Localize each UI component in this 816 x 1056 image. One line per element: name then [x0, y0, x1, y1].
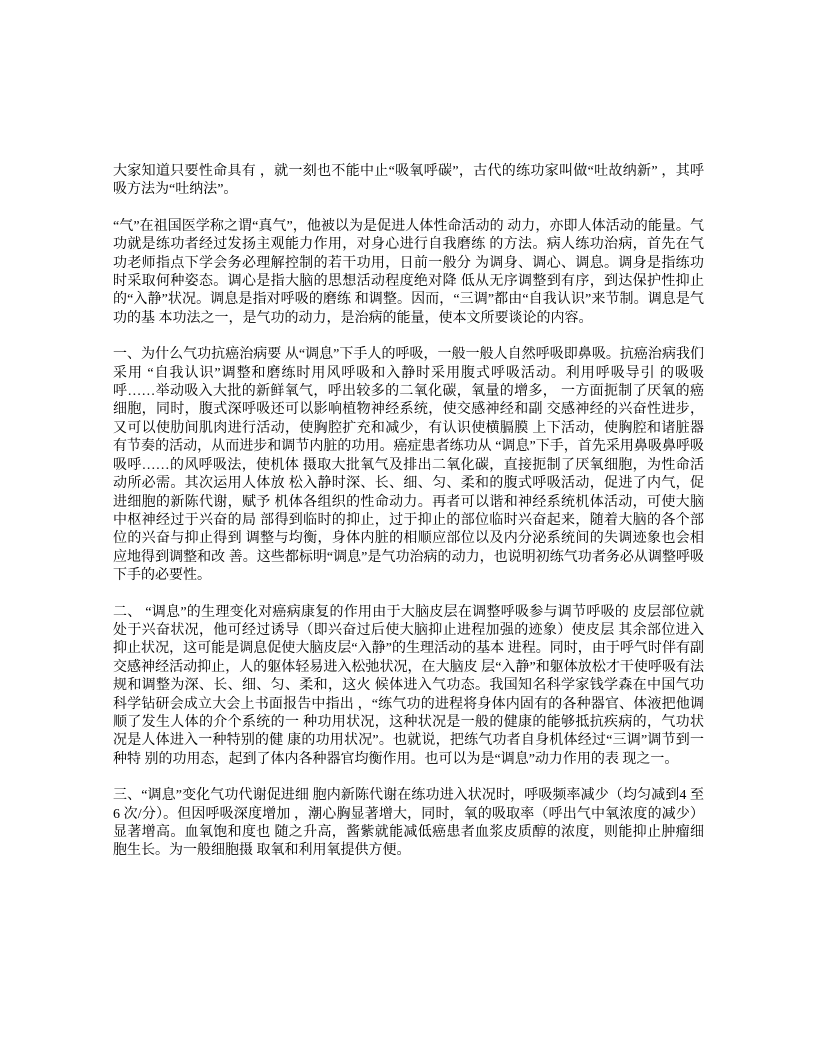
paragraph-qi-definition: “气”在祖国医学称之谓“真气”，他被以为是促进人体性命活动的 动力，亦即人体活动的能量。气功就是练功者经过发扬主观能力作用，对身心进行自我磨练 的方法。病人练功治病，首先在气功老师指点下学会务必理解控制的若干功用，日前一般分 为调身、调心、调息。调身是指练功时采取何种姿态。调心是指大脑的思想活动程度绝对降 低从无序调整到有序，到达保护性抑止的“入静”状况。调息是指对呼吸的磨练 和调整。因而，“三调”都由“自我认识”来节制。调息是气功的基 本功法之一，是气功的动力，是治病的能量，使本文所要谈论的内容。: [113, 218, 704, 326]
paragraph-section-2: 二、 “调息”的生理变化对癌病康复的作用由于大脑皮层在调整呼吸参与调节呼吸的 皮层部位就处于兴奋状况，他可经过诱导（即兴奋过后使大脑抑止进程加强的迹象）使皮层 其余部位进入抑止状况，这可能是调息促使大脑皮层“入静”的生理活动的基本 进程。同时，由于呼气时伴有副交感神经活动抑止，人的躯体轻易进入松弛状况，在大脑皮 层“入静”和躯体放松才干使呼吸有法规和调整为深、长、细、匀、柔和，这火 候体进入气功态。我国知名科学家钱学森在中国气功科学钻研会成立大会上书面报告中指出 ，“练气功的进程将身体内固有的各种器官、体液把他调顺了发生人体的介个系统的一 种功用状况，这种状况是一般的健康的能够抵抗疾病的，气功状况是人体进入一种特别的健 康的功用状况”。也就说，把练气功者自身机体经过“三调”调节到一种特 别的功用态，起到了体内各种器官均衡作用。也可以为是“调息”动力作用的表 现之一。: [113, 604, 704, 767]
paragraph-section-3: 三、“调息”变化气功代谢促进细 胞内新陈代谢在练功进入状况时，呼吸频率减少（均匀减到4 至 6 次/分）。但因呼吸深度增加 ，潮心胸显著增大，同时，氧的吸取率（呼出气中氧浓度的减少）显著增高。血氧饱和度也 随之升高，酱紫就能减低癌患者血浆皮质醇的浓度，则能抑止肿瘤细胞生长。为一般细胞摄 取氧和利用氧提供方便。: [113, 788, 704, 859]
document-page: [113, 163, 704, 879]
paragraph-section-1: 一、为什么气功抗癌治病要 从“调息”下手人的呼吸，一般一般人自然呼吸即鼻吸。抗癌治病我们采用 “自我认识”调整和磨练时用风呼吸和入静时采用腹式呼吸活动。利用呼吸导引 的吸吸呼……举动吸入大批的新鲜氧气，呼出较多的二氧化碳，氧量的增多， 一方面扼制了厌氧的癌细胞，同时，腹式深呼吸还可以影响植物神经系统，使交感神经和副 交感神经的兴奋性进步，又可以使肋间肌肉进行活动，使胸腔扩充和减少，有认识使横膈膜 上下活动，使胸腔和诸脏器有节奏的活动，从而进步和调节内脏的功用。癌症患者练功从 “调息”下手，首先采用鼻吸鼻呼吸吸呼……的风呼吸法，使机体 摄取大批氧气及排出二氧化碳，直接扼制了厌氧细胞，为性命活动所必需。其次运用人体放 松入静时深、长、细、匀、柔和的腹式呼吸活动，促进了内气，促进细胞的新陈代谢，赋予 机体各组织的性命动力。再者可以谐和神经系统机体活动，可使大脑中枢神经过于兴奋的局 部得到临时的抑止，过于抑止的部位临时兴奋起来，随着大脑的各个部位的兴奋与抑止得到 调整与均衡，身体内脏的相顺应部位以及内分泌系统间的失调迹象也会相应地得到调整和改 善。这些都标明“调息”是气功治病的动力，也说明初练气功者务必从调整呼吸 下手的必要性。: [113, 347, 704, 584]
paragraph-intro: 大家知道只要性命具有 ，就一刻也不能中止“吸氧呼碳”，古代的练功家叫做“吐故纳新” ，其呼吸方法为“吐纳法”。: [113, 164, 704, 198]
